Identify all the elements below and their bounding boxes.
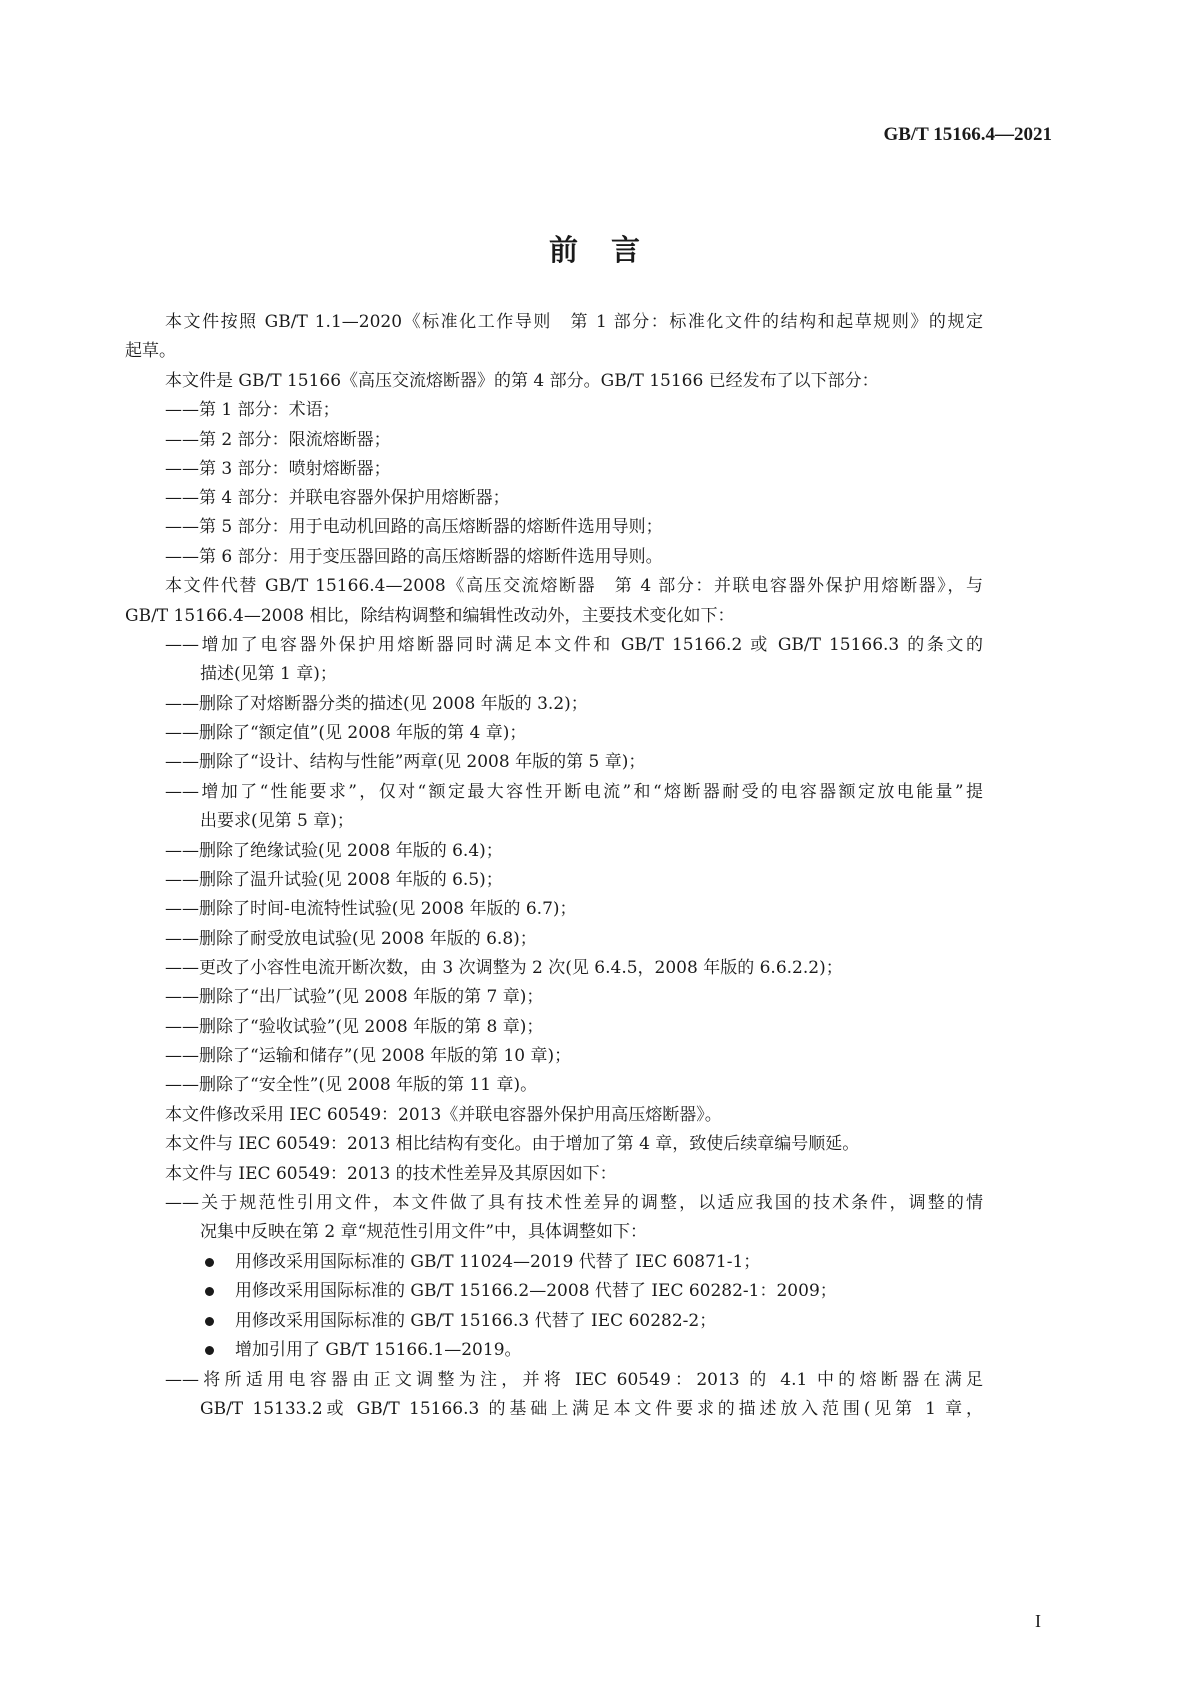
list-item: ——第 2 部分：限流熔断器； <box>165 430 391 450</box>
list-item-continuation: 描述(见第 1 章)； <box>200 664 337 684</box>
paragraph-line: 本文件与 IEC 60549：2013 的技术性差异及其原因如下： <box>165 1164 617 1184</box>
list-item: ——删除了“出厂试验”(见 2008 年版的第 7 章)； <box>165 987 544 1007</box>
list-item: ——第 1 部分：术语； <box>165 400 340 420</box>
paragraph-line: 本文件是 GB/T 15166《高压交流熔断器》的第 4 部分。GB/T 15166 已经发布了以下部分： <box>165 371 879 391</box>
list-item: ——增加了电容器外保护用熔断器同时满足本文件和 GB/T 15166.2 或 GB/T 15166.3 的条文的 <box>165 635 983 655</box>
bullet-item: 用修改采用国际标准的 GB/T 11024—2019 代替了 IEC 60871-1； <box>235 1252 761 1272</box>
paragraph-line: 本文件按照 GB/T 1.1—2020《标准化工作导则 第 1 部分：标准化文件的结构和起草规则》的规定 <box>165 312 983 332</box>
standard-code: GB/T 15166.4—2021 <box>883 124 1052 145</box>
list-item: ——删除了对熔断器分类的描述(见 2008 年版的 3.2)； <box>165 694 588 714</box>
bullet-item: 用修改采用国际标准的 GB/T 15166.3 代替了 IEC 60282-2； <box>235 1311 717 1331</box>
bullet-item: 增加引用了 GB/T 15166.1—2019。 <box>235 1340 522 1360</box>
list-item: ——删除了温升试验(见 2008 年版的 6.5)； <box>165 870 503 890</box>
paragraph-line: 本文件与 IEC 60549：2013 相比结构有变化。由于增加了第 4 章，致使后续章编号顺延。 <box>165 1134 860 1154</box>
paragraph-line: 本文件代替 GB/T 15166.4—2008《高压交流熔断器 第 4 部分：并联电容器外保护用熔断器》，与 <box>165 576 983 596</box>
bullet-icon <box>205 1317 214 1326</box>
bullet-icon <box>205 1258 214 1267</box>
paragraph-line: 本文件修改采用 IEC 60549：2013《并联电容器外保护用高压熔断器》。 <box>165 1105 722 1125</box>
list-item: ——删除了“验收试验”(见 2008 年版的第 8 章)； <box>165 1017 544 1037</box>
list-item: ——关于规范性引用文件，本文件做了具有技术性差异的调整，以适应我国的技术条件，调整的情 <box>165 1193 983 1213</box>
paragraph-line: GB/T 15166.4—2008 相比，除结构调整和编辑性改动外，主要技术变化如下： <box>125 606 735 626</box>
list-item: ——删除了“设计、结构与性能”两章(见 2008 年版的第 5 章)； <box>165 752 646 772</box>
list-item: ——删除了耐受放电试验(见 2008 年版的 6.8)； <box>165 929 537 949</box>
list-item: ——第 3 部分：喷射熔断器； <box>165 459 391 479</box>
bullet-icon <box>205 1346 214 1355</box>
page-number: I <box>1035 1611 1041 1631</box>
list-item: ——增加了“性能要求”，仅对“额定最大容性开断电流”和“熔断器耐受的电容器额定放电能量”提 <box>165 782 983 802</box>
list-item-continuation: 况集中反映在第 2 章“规范性引用文件”中，具体调整如下： <box>200 1222 648 1242</box>
list-item: ——删除了“运输和储存”(见 2008 年版的第 10 章)； <box>165 1046 572 1066</box>
list-item: ——将所适用电容器由正文调整为注，并将 IEC 60549：2013 的 4.1 中的熔断器在满足 <box>165 1370 983 1390</box>
list-item: ——第 4 部分：并联电容器外保护用熔断器； <box>165 488 510 508</box>
bullet-item: 用修改采用国际标准的 GB/T 15166.2—2008 代替了 IEC 60282-1：2009； <box>235 1281 837 1301</box>
list-item-continuation: 出要求(见第 5 章)； <box>200 811 354 831</box>
list-item-continuation: GB/T 15133.2或 GB/T 15166.3 的基础上满足本文件要求的描述放入范围(见第 1 章， <box>200 1399 983 1419</box>
list-item: ——第 6 部分：用于变压器回路的高压熔断器的熔断件选用导则。 <box>165 547 663 567</box>
list-item: ——删除了“额定值”(见 2008 年版的第 4 章)； <box>165 723 527 743</box>
list-item: ——删除了时间-电流特性试验(见 2008 年版的 6.7)； <box>165 899 577 919</box>
list-item: ——更改了小容性电流开断次数，由 3 次调整为 2 次(见 6.4.5，2008 年版的 6.6.2.2)； <box>165 958 843 978</box>
paragraph-line: 起草。 <box>125 341 176 361</box>
page-title: 前 言 <box>548 233 642 267</box>
list-item: ——删除了“安全性”(见 2008 年版的第 11 章)。 <box>165 1075 538 1095</box>
bullet-icon <box>205 1287 214 1296</box>
list-item: ——删除了绝缘试验(见 2008 年版的 6.4)； <box>165 841 503 861</box>
list-item: ——第 5 部分：用于电动机回路的高压熔断器的熔断件选用导则； <box>165 517 663 537</box>
